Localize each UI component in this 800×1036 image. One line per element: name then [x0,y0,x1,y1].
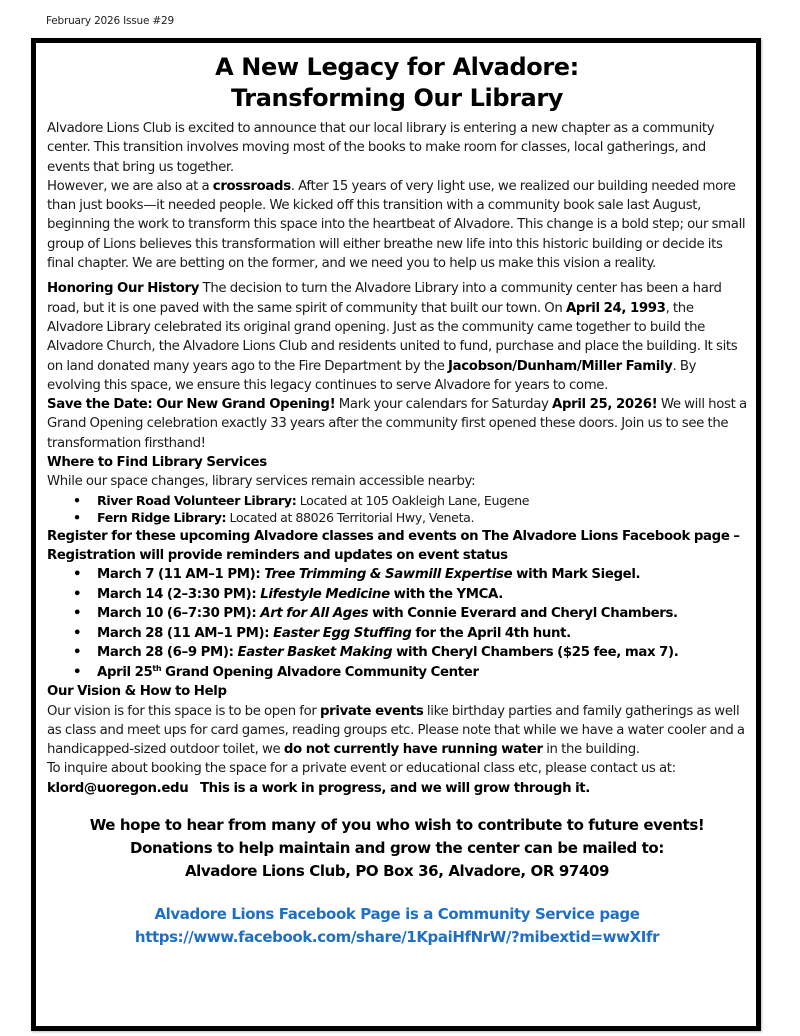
event-time: March 14 (2–3:30 PM): [97,586,261,602]
text: However, we are also at a [47,178,213,194]
event-item [47,604,747,624]
intro-paragraph-2 [47,177,747,273]
donor-family: Jacobson/Dunham/Miller Family [448,358,673,374]
text: in the building. [542,742,640,758]
work-in-progress-note: This is a work in progress, and we will grow through it. [188,780,590,796]
private-events-emphasis: private events [320,703,424,719]
contact-email-link[interactable]: klord@uoregon.edu [47,780,189,796]
event-time: March 28 (11 AM–1 PM): [97,625,274,641]
vision-paragraph [47,702,747,760]
closing-line-2: Donations to help maintain and grow the center can be mailed to: [130,839,664,858]
closing-line-1: We hope to hear from many of you who wish to contribute to future events! [89,816,705,835]
event-item [47,585,747,605]
save-the-date-paragraph [47,395,747,453]
event-time: March 7 (11 AM–1 PM): [97,567,265,583]
text: . After 15 years of very light use, we realized our building needed more than just books—it needed people. We kicked off this transition with a community book sale last August, beginning the work to transform this space into the heartbeat of Alvadore. This change is a bold step; our small group of Lions believes this transformation will either breathe new life into this historic building or decide its final chapter. We are betting on the former, and we need you to help us make this vision a reality. [47,178,746,272]
event-detail: with Mark Siegel. [512,567,641,583]
library-services-heading: Where to Find Library Services [47,455,267,471]
text: Our vision is for this space is to be open for [47,703,320,719]
event-detail: with the YMCA. [389,586,503,602]
title-line-1: A New Legacy for Alvadore: [215,53,579,81]
closing-message [47,814,747,883]
issue-label: February 2026 Issue #29 [46,15,174,27]
text: . By evolving this space, we ensure this legacy continues to serve Alvadore for years to come. [47,358,697,393]
event-title: Tree Trimming & Sawmill Expertise [264,567,513,583]
event-title: Easter Egg Stuffing [273,625,412,641]
article-frame [31,38,761,1031]
event-title: Lifestyle Medicine [260,586,390,602]
crossroads-emphasis: crossroads [212,178,291,194]
intro-paragraph-1: Alvadore Lions Club is excited to announce that our local library is entering a new chapter as a community center. This transition involves moving most of the books to make room for classes, local gatherings, and events that bring us together. [47,121,715,175]
text: , the Alvadore Library celebrated its original grand opening. Just as the community came together to build the Alvadore Church, the Alvadore Lions Club and residents united to fund, purchase and place the building. It sits on land donated many years ago to the Fire Department by the [47,300,738,374]
event-item [47,565,747,585]
event-detail: with Cheryl Chambers ($25 fee, max 7). [392,645,679,661]
library-address: Located at 88026 Territorial Hwy, Veneta. [226,510,475,526]
facebook-description: Alvadore Lions Facebook Page is a Community Service page [154,905,640,924]
history-paragraph [47,279,747,395]
text: like birthday parties and family gatherings as well as class and meet ups for card games, reading groups etc. Please note that while we have a water cooler and a handicapped-sized outdoor toilet, we [47,703,745,758]
text: The decision to turn the Alvadore Library into a community center has been a hard road, but it is one paved with the same spirit of community that built our town. On [47,281,722,316]
mailing-address: Alvadore Lions Club, PO Box 36, Alvadore, OR 97409 [184,862,610,881]
event-time: March 28 (6–9 PM): [97,645,238,661]
article-title [47,52,747,114]
library-list-item [47,509,747,527]
save-the-date-heading: Save the Date: Our New Grand Opening! [47,397,336,413]
library-name: River Road Volunteer Library: [97,492,297,508]
text: To inquire about booking the space for a private event or educational class etc, please contact us at: [47,761,676,777]
event-detail: with Connie Everard and Cheryl Chambers. [368,606,678,622]
library-services-intro: While our space changes, library services remain accessible nearby: [47,474,476,490]
facebook-section [47,903,747,949]
text: We will host a Grand Opening celebration exactly 33 years after the community first opened these doors. Join us to see the transformation firsthand! [47,397,747,451]
article-content [47,43,747,949]
event-item [47,624,747,644]
events-list [47,565,747,682]
event-title: Easter Basket Making [237,645,393,661]
history-date: April 24, 1993 [565,300,666,316]
event-title: Grand Opening Alvadore Community Center [161,664,479,680]
event-time: April 25 [97,664,153,680]
title-line-2: Transforming Our Library [230,84,564,112]
event-time: March 10 (6–7:30 PM): [97,606,261,622]
no-water-emphasis: do not currently have running water [283,742,543,758]
library-list [47,492,747,527]
event-item [47,643,747,663]
library-name: Fern Ridge Library: [97,510,227,526]
contact-paragraph [47,759,747,798]
event-item-grand-opening [47,663,747,683]
grand-opening-date: April 25, 2026! [552,397,658,413]
history-heading: Honoring Our History [47,281,200,297]
facebook-url-link[interactable]: https://www.facebook.com/share/1KpaiHfNrW/?mibextid=wwXIfr [134,928,660,947]
event-detail: for the April 4th hunt. [411,625,571,641]
library-list-item [47,492,747,510]
text: Mark your calendars for Saturday [335,397,553,413]
event-title: Art for All Ages [260,606,369,622]
vision-heading: Our Vision & How to Help [47,684,227,700]
library-address: Located at 105 Oakleigh Lane, Eugene [296,492,530,508]
ordinal-suffix: th [152,663,162,673]
events-heading: Register for these upcoming Alvadore classes and events on The Alvadore Lions Facebook page – Registration will provide reminders and updates on event status [47,528,740,563]
article-body [47,119,747,798]
